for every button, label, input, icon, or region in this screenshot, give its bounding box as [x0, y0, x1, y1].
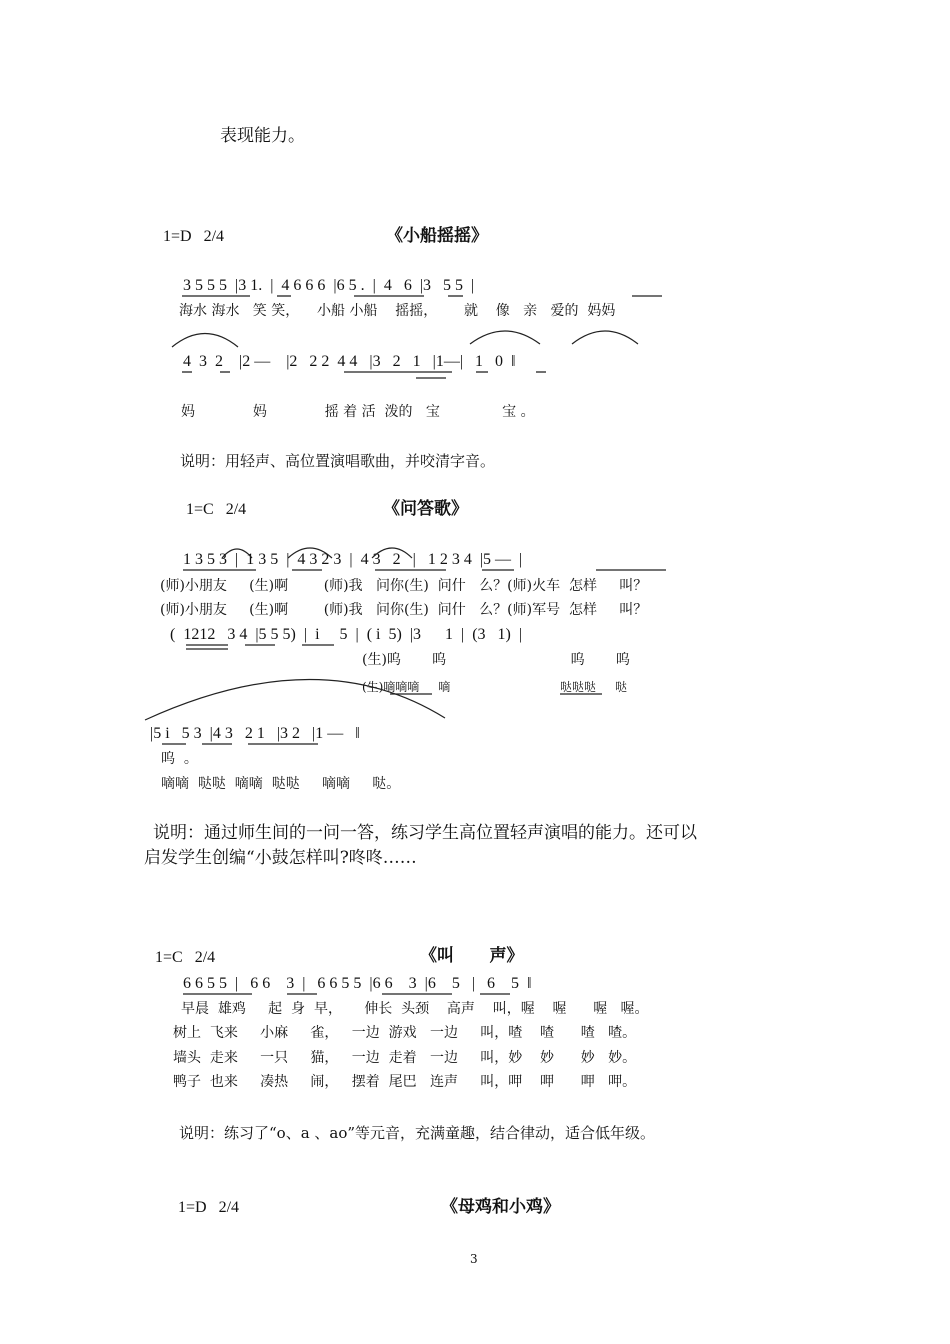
song2-title: 《问答歌》	[383, 499, 468, 519]
song1-lyrics-line1: 海水 海水 笑 笑， 小船 小船 摇摇， 就 像 亲 爱的 妈妈	[179, 303, 616, 319]
song3-key: 1=C 2/4	[155, 949, 216, 966]
song3-note: 说明：练习了“o、a 、ao”等元音，充满童趣，结合律动，适合低年级。	[179, 1124, 656, 1142]
song3-verse-3: 墙头 走来 一只 猫， 一边 走着 一边 叫，妙 妙 妙 妙。	[173, 1050, 637, 1066]
song2-notes-line5: |5 i 5 3 |4 3 2 1 |3 2 |1 — ‖	[150, 725, 360, 742]
slur-arc	[470, 331, 540, 344]
song2-lyrics-line5: 呜 。	[161, 751, 198, 767]
intro-text: 表现能力。	[220, 126, 305, 146]
song4-title: 《母鸡和小鸡》	[441, 1197, 560, 1217]
song3-verse-2: 树上 飞来 小麻 雀， 一边 游戏 一边 叫，喳 喳 喳 喳。	[173, 1025, 637, 1041]
song3-title: 《叫 声》	[420, 946, 524, 966]
song1-key: 1=D 2/4	[163, 228, 225, 245]
song2-lyrics-line1: (师)小朋友 (生)啊 (师)我 问你(生) 问什 么？(师)火车 怎样 叫？	[160, 578, 648, 594]
song2-notes-line3: ( 1212 3 4 |5 5 5) | i 5 | ( i 5) |3 1 | (3 1) |	[170, 626, 523, 643]
page-number: 3	[470, 1252, 478, 1266]
song1-notes-line1: 3 5 5 5 |3 1. | 4 6 6 6 |6 5 . | 4 6 |3 5 5 |	[183, 277, 475, 294]
song2-notes-line1: 1 3 5 3 | 1 3 5 | 4 3 2 3 | 4 3 2 | 1 2 3 4 |5 — |	[183, 551, 523, 568]
song1-notes-line2: 4 3 2 |2 — |2 2 2 4 4 |3 2 1 |1—| 1 0 ‖	[183, 353, 516, 370]
song1-lyrics-line2: 妈 妈 摇 着 活 泼的 宝 宝 。	[181, 404, 535, 420]
song1-note: 说明：用轻声、高位置演唱歌曲，并咬清字音。	[180, 452, 496, 470]
song2-note-line1: 说明：通过师生间的一问一答，练习学生高位置轻声演唱的能力。还可以	[153, 823, 697, 843]
song2-note-line2: 启发学生创编“小鼓怎样叫?咚咚……	[144, 848, 417, 868]
song1-title: 《小船摇摇》	[386, 226, 488, 246]
song2-lyrics-line4b: 哒哒哒 哒	[560, 680, 628, 694]
slur-arc	[172, 334, 238, 348]
song4-key: 1=D 2/4	[178, 1199, 240, 1216]
song2-lyrics-line4: (生)嘀嘀嘀 嘀	[362, 680, 451, 694]
song2-lyrics-line6: 嘀嘀 哒哒 嘀嘀 哒哒 嘀嘀 哒。	[161, 776, 401, 792]
slur-arc	[572, 331, 638, 344]
song3-verse-4: 鸭子 也来 凑热 闹， 摆着 尾巴 连声 叫，呷 呷 呷 呷。	[173, 1074, 637, 1090]
song2-lyrics-line3: (生)呜 呜 呜 呜	[362, 652, 630, 668]
song3-verse-1: 早晨 雄鸡 起 身 早， 伸长 头颈 高声 叫，喔 喔 喔 喔。	[181, 1001, 649, 1017]
song2-key: 1=C 2/4	[186, 501, 247, 518]
song2-lyrics-line2: (师)小朋友 (生)啊 (师)我 问你(生) 问什 么？(师)军号 怎样 叫？	[160, 602, 648, 618]
song3-notes: 6 6 5 5 | 6 6 3 | 6 6 5 5 |6 6 3 |6 5 | 6 5 ‖	[183, 975, 532, 992]
